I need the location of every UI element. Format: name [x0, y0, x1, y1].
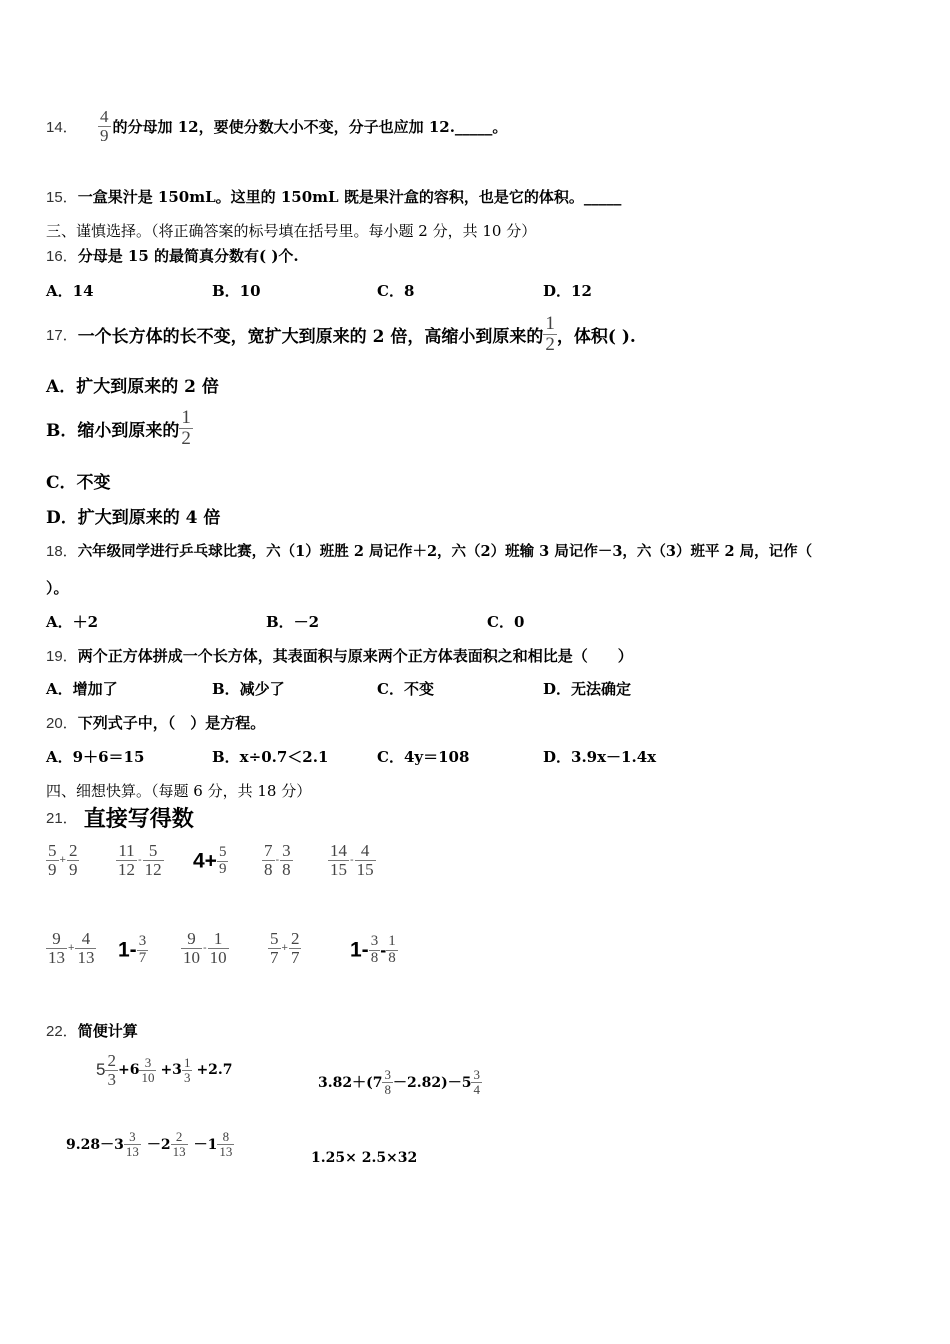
option-b[interactable]: B．－2 — [266, 613, 320, 631]
option-c[interactable]: C．不变 — [377, 680, 434, 698]
question-number: 14． — [46, 118, 78, 136]
option-a[interactable]: A．扩大到原来的 2 倍 — [46, 377, 219, 397]
expression-9: $\frac{5}{7}$ + $\frac{2}{7}$ — [270, 929, 300, 967]
fraction: $\frac{3}{8}$ — [384, 1067, 391, 1097]
expression-1: $\frac{5}{9}$ + $\frac{2}{9}$ — [48, 841, 78, 879]
calc-expression-4: 1.25× 2.5×32 — [311, 1150, 418, 1166]
question-21 — [46, 802, 194, 833]
calc-expression-2: 3.82＋(7 $\frac{3}{8}$ －2.82)－5 $\frac{3}{4}$ — [318, 1067, 480, 1097]
question-text: 分母是 15 的最简真分数有( )个. — [77, 247, 299, 265]
fraction: $\frac{4}{9}$ — [100, 106, 109, 145]
expression-8: $\frac{9}{10}$ - $\frac{1}{10}$ — [183, 929, 227, 967]
fraction: $\frac{3}{8}$ — [282, 841, 291, 879]
fraction: $\frac{3}{10}$ — [141, 1055, 155, 1085]
fraction: $\frac{3}{4}$ — [473, 1067, 480, 1097]
option-c[interactable]: C．不变 — [46, 473, 111, 493]
expression-7: 1- $\frac{3}{7}$ — [118, 933, 147, 966]
fraction: $\frac{9}{10}$ — [183, 929, 200, 967]
question-14 — [46, 100, 507, 152]
fraction: $\frac{1}{10}$ — [209, 929, 227, 967]
expression-3: 4+ $\frac{5}{9}$ — [193, 844, 227, 877]
fraction: $\frac{3}{7}$ — [138, 933, 147, 966]
question-title: 简便计算 — [77, 1022, 138, 1040]
option-c[interactable]: C．8 — [377, 282, 415, 300]
question-number: 19． — [46, 648, 78, 665]
section-heading-3: 三、谨慎选择。（将正确答案的标号填在括号里。每小题 2 分，共 10 分） — [46, 222, 537, 240]
option-c[interactable]: C．4y＝108 — [377, 748, 470, 766]
option-d[interactable]: D．12 — [543, 282, 592, 300]
option-d[interactable]: D．3.9x－1.4x — [543, 748, 657, 766]
question-18 — [46, 540, 812, 561]
fraction: $\frac{2}{9}$ — [68, 841, 78, 879]
fraction: $\frac{5}{9}$ — [218, 844, 227, 877]
fraction: $\frac{2}{3}$ — [107, 1051, 116, 1089]
question-text: 下列式子中，（ ）是方程。 — [77, 714, 266, 732]
question-17 — [46, 310, 636, 358]
fraction: $\frac{5}{7}$ — [270, 929, 279, 967]
option-c[interactable]: C．0 — [487, 613, 525, 631]
question-15 — [46, 186, 621, 207]
question-number: 18． — [46, 543, 78, 560]
question-20 — [46, 712, 265, 733]
question-tail: ，体积( ). — [556, 326, 636, 347]
calc-expression-1: 5 $\frac{2}{3}$ +6 $\frac{3}{10}$ +3 $\frac{1}{3}$ +2.7 — [96, 1051, 233, 1089]
question-text: 两个正方体拼成一个长方体，其表面积与原来两个正方体表面积之和相比是（ ） — [77, 647, 633, 665]
fraction: $\frac{1}{2}$ — [545, 312, 555, 355]
fraction: $\frac{5}{12}$ — [144, 841, 162, 879]
option-a[interactable]: A．增加了 — [46, 680, 118, 698]
expression-2: $\frac{11}{12}$ - $\frac{5}{12}$ — [118, 841, 162, 879]
question-title: 直接写得数 — [83, 806, 194, 832]
expression-10: 1- $\frac{3}{8}$ - $\frac{1}{8}$ — [350, 933, 396, 966]
fraction: $\frac{11}{12}$ — [118, 841, 135, 879]
option-d[interactable]: D．无法确定 — [543, 680, 632, 698]
fraction: $\frac{14}{15}$ — [330, 841, 347, 879]
option-a[interactable]: A．＋2 — [46, 613, 99, 631]
question-text: 六年级同学进行乒乓球比赛，六（1）班胜 2 局记作＋2，六（2）班输 3 局记作－3，六（3）班平 2 局，记作（ — [77, 543, 813, 560]
question-text: 一盒果汁是 150mL。这里的 150mL 既是果汁盒的容积，也是它的体积。_____ — [77, 188, 622, 206]
fraction: $\frac{4}{15}$ — [356, 841, 374, 879]
fraction: $\frac{9}{13}$ — [48, 929, 65, 967]
question-number: 22． — [46, 1023, 78, 1040]
question-text: 的分母加 12，要使分数大小不变，分子也应加 12._____。 — [112, 117, 508, 136]
expression-5: $\frac{14}{15}$ - $\frac{4}{15}$ — [330, 841, 374, 879]
question-text: 一个长方体的长不变，宽扩大到原来的 2 倍，高缩小到原来的 — [77, 326, 544, 347]
section-heading-4: 四、细想快算。（每题 6 分，共 18 分） — [46, 782, 312, 800]
question-19 — [46, 645, 633, 666]
question-number: 16． — [46, 248, 78, 265]
question-number: 21． — [46, 810, 78, 827]
question-number: 17． — [46, 326, 78, 344]
fraction: $\frac{1}{2}$ — [181, 406, 191, 449]
question-18-continued: ）。 — [46, 579, 69, 597]
fraction: $\frac{1}{3}$ — [183, 1055, 191, 1085]
expression-4: $\frac{7}{8}$ - $\frac{3}{8}$ — [264, 841, 291, 879]
question-22 — [46, 1020, 138, 1041]
calc-expression-3: 9.28－3 $\frac{3}{13}$ －2 $\frac{2}{13}$ －1 $\frac{8}{13}$ — [66, 1129, 233, 1159]
option-b[interactable]: B．x÷0.7＜2.1 — [212, 748, 329, 766]
option-b[interactable]: B．减少了 — [212, 680, 285, 698]
fraction: $\frac{2}{7}$ — [290, 929, 300, 967]
question-number: 15． — [46, 189, 78, 206]
fraction: $\frac{3}{8}$ — [370, 933, 379, 966]
fraction: $\frac{8}{13}$ — [219, 1129, 233, 1159]
fraction: $\frac{7}{8}$ — [264, 841, 273, 879]
expression-6: $\frac{9}{13}$ + $\frac{4}{13}$ — [48, 929, 95, 967]
option-b[interactable]: B．10 — [212, 282, 261, 300]
option-a[interactable]: A．9＋6＝15 — [46, 748, 145, 766]
question-16 — [46, 245, 299, 266]
option-d[interactable]: D．扩大到原来的 4 倍 — [46, 508, 221, 528]
option-a[interactable]: A．14 — [46, 282, 94, 300]
fraction: $\frac{4}{13}$ — [77, 929, 95, 967]
option-b[interactable]: B．缩小到原来的 $\frac{1}{2}$ — [46, 406, 191, 449]
fraction: $\frac{3}{13}$ — [125, 1129, 139, 1159]
fraction: $\frac{2}{13}$ — [172, 1129, 186, 1159]
fraction: $\frac{5}{9}$ — [48, 841, 57, 879]
fraction: $\frac{1}{8}$ — [388, 933, 396, 966]
question-number: 20． — [46, 715, 78, 732]
